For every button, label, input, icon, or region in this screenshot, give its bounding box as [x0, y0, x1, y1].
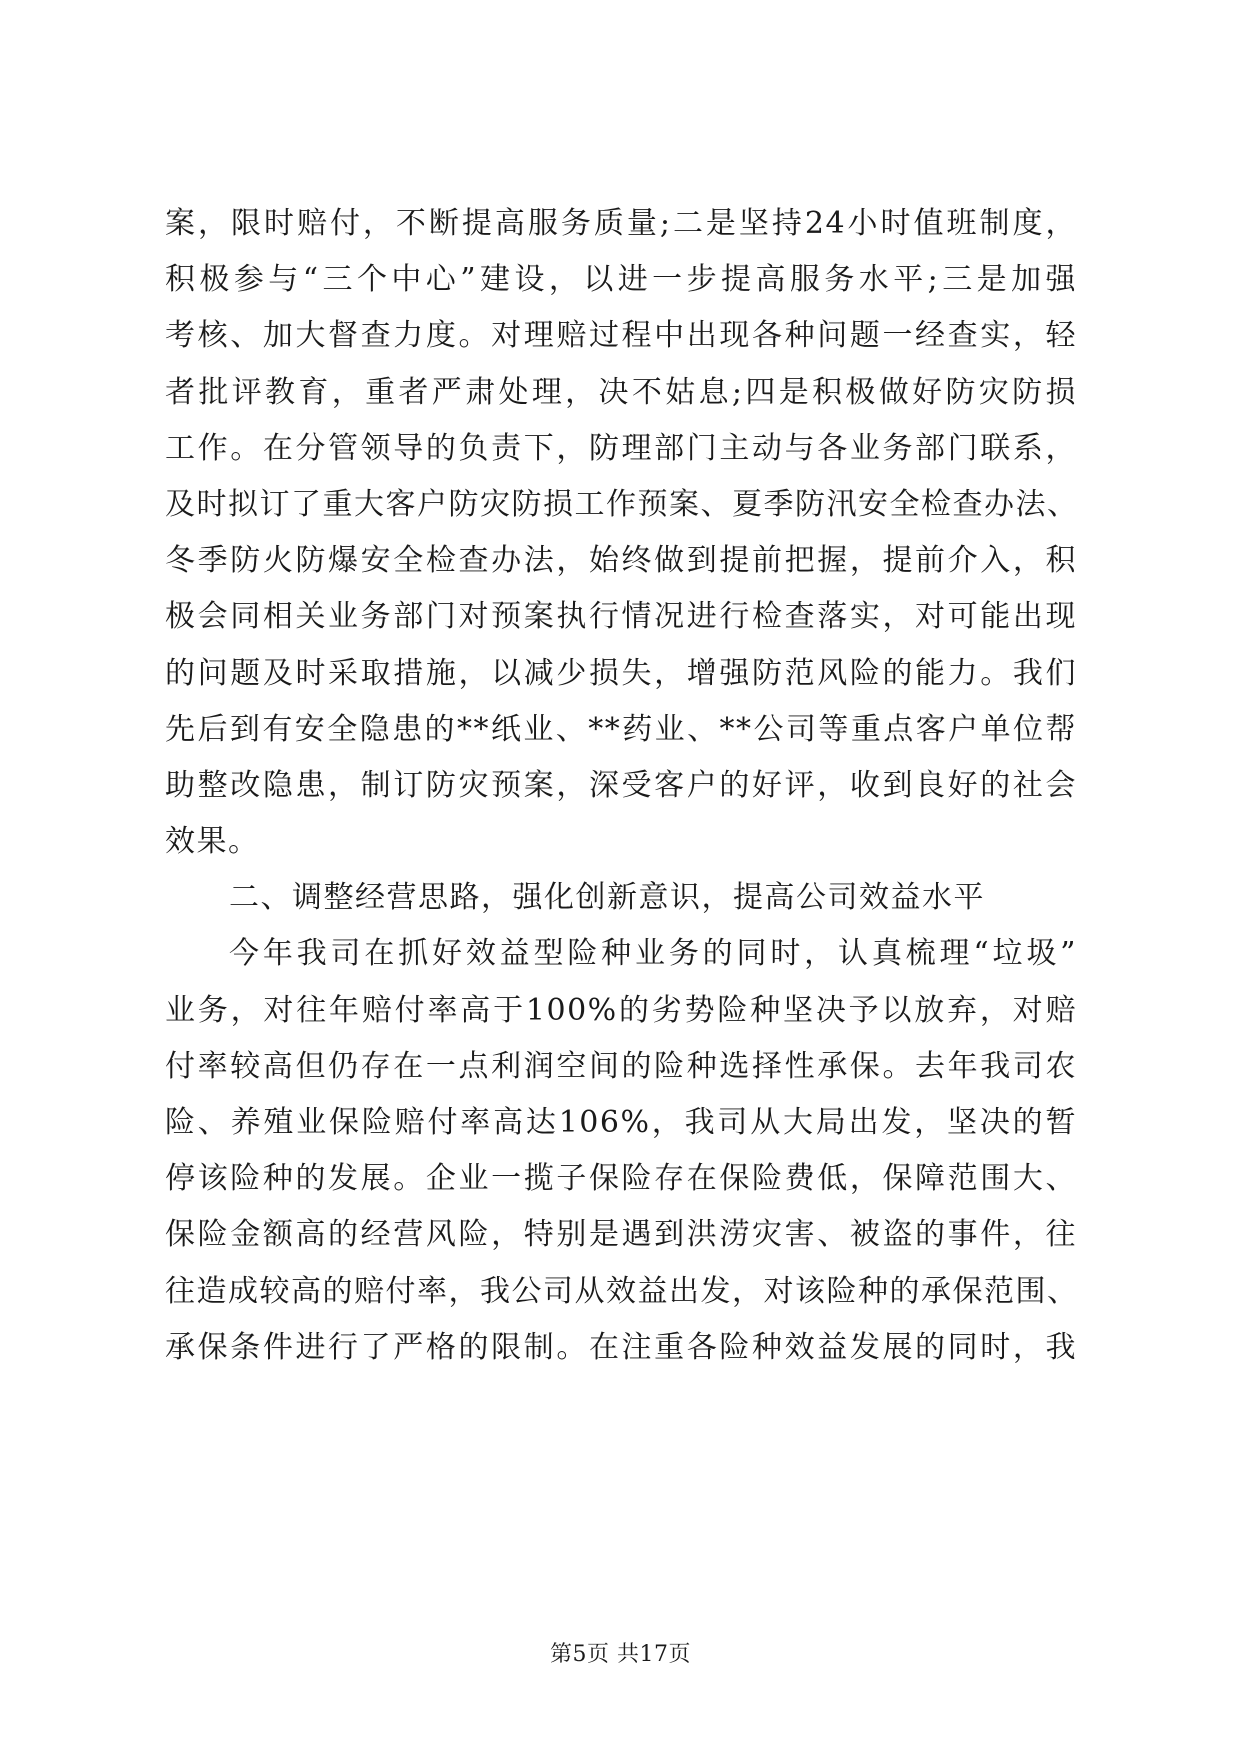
text-line: 冬季防火防爆安全检查办法，始终做到提前把握，提前介入，积	[165, 543, 1077, 579]
text-line: 工作。在分管领导的负责下，防理部门主动与各业务部门联系，	[165, 430, 1077, 466]
page-number-footer: 第5页 共17页	[550, 1642, 691, 1667]
text-line: 积极参与“三个中心”建设，以进一步提高服务水平;三是加强	[165, 262, 1077, 298]
text-line: 付率较高但仍存在一点利润空间的险种选择性承保。去年我司农	[165, 1048, 1077, 1084]
text-line: 承保条件进行了严格的限制。在注重各险种效益发展的同时，我	[165, 1329, 1077, 1365]
text-line: 者批评教育，重者严肃处理，决不姑息;四是积极做好防灾防损	[165, 374, 1077, 410]
text-line: 考核、加大督查力度。对理赔过程中出现各种问题一经查实，轻	[165, 318, 1077, 354]
text-line: 助整改隐患，制订防灾预案，深受客户的好评，收到良好的社会	[165, 767, 1077, 803]
text-line: 案，限时赔付，不断提高服务质量;二是坚持24小时值班制度，	[165, 206, 1077, 241]
text-line: 及时拟订了重大客户防灾防损工作预案、夏季防汛安全检查办法、	[165, 486, 1079, 522]
text-line: 往造成较高的赔付率，我公司从效益出发，对该险种的承保范围、	[165, 1273, 1079, 1309]
body-text	[165, 196, 1077, 1376]
text-line: 先后到有安全隐患的**纸业、**药业、**公司等重点客户单位帮	[165, 711, 1077, 747]
text-line: 业务，对往年赔付率高于100%的劣势险种坚决予以放弃，对赔	[165, 992, 1077, 1028]
text-line: 效果。	[165, 824, 260, 860]
text-line: 的问题及时采取措施，以减少损失，增强防范风险的能力。我们	[165, 655, 1077, 691]
text-line: 险、养殖业保险赔付率高达106%，我司从大局出发，坚决的暂	[165, 1105, 1077, 1140]
section-heading: 二、调整经营思路，强化创新意识，提高公司效益水平	[229, 880, 985, 916]
text-line: 极会同相关业务部门对预案执行情况进行检查落实，对可能出现	[165, 599, 1077, 635]
text-line: 保险金额高的经营风险，特别是遇到洪涝灾害、被盗的事件，往	[165, 1217, 1077, 1253]
text-line: 停该险种的发展。企业一揽子保险存在保险费低，保障范围大、	[165, 1161, 1077, 1197]
text-line: 今年我司在抓好效益型险种业务的同时，认真梳理“垃圾”	[229, 936, 1077, 972]
